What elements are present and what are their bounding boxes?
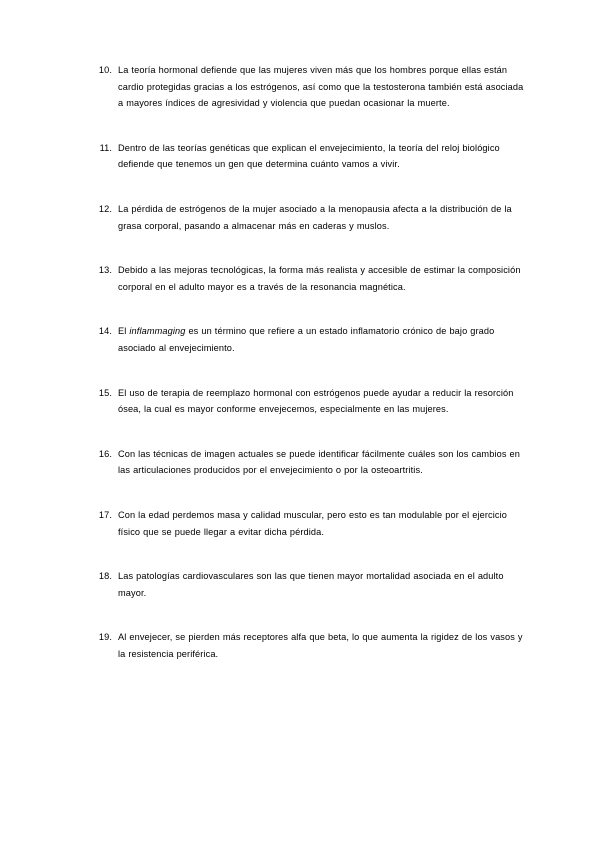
list-item <box>86 507 524 540</box>
list-item <box>86 262 524 295</box>
list-item-number: 14. <box>98 326 112 337</box>
list-item-text-before: El uso de terapia de reemplazo hormonal con estrógenos puede ayudar a reducir la resorción ósea, la cual es mayor conforme envejecemos, especialmente en las mujeres. <box>118 387 514 415</box>
list-item-number: 11. <box>99 142 112 153</box>
list-item-number: 19. <box>98 632 112 643</box>
list-item-text <box>112 568 524 601</box>
list-item-text <box>112 385 524 418</box>
list-item-text-before: La teoría hormonal defiende que las mujeres viven más que los hombres porque ellas están cardio protegidas gracias a los estrógenos, así como que la testosterona también está asociada a mayores índices de agresividad y violencia que puedan ocasionar la muerte. <box>118 65 524 109</box>
list-item-text <box>112 629 524 662</box>
list-item-text <box>112 323 524 356</box>
list-item-number: 17. <box>98 509 112 520</box>
list-item-text <box>112 201 524 234</box>
list-item-number: 18. <box>98 571 112 582</box>
list-item-text-before: La pérdida de estrógenos de la mujer asociado a la menopausia afecta a la distribución de la grasa corporal, pasando a almacenar más en caderas y muslos. <box>118 203 512 231</box>
list-item-text-after: es un término que refiere a un estado inflamatorio crónico de bajo grado asociado al envejecimiento. <box>118 326 495 353</box>
list-item <box>86 140 524 173</box>
list-item-number: 15. <box>98 387 112 398</box>
list-item-number: 13. <box>98 265 112 276</box>
list-item-text-before: Al envejecer, se pierden más receptores alfa que beta, lo que aumenta la rigidez de los vasos y la resistencia periférica. <box>118 632 523 659</box>
list-item <box>86 629 524 662</box>
list-item-text-before: Las patologías cardiovasculares son las que tienen mayor mortalidad asociada en el adulto mayor. <box>118 571 504 598</box>
list-item-text <box>112 446 524 479</box>
list-item-number: 12. <box>98 203 112 214</box>
list-item-text <box>112 62 524 112</box>
list-item-text-before: Dentro de las teorías genéticas que explican el envejecimiento, la teoría del reloj biológico defiende que tenemos un gen que determina cuánto vamos a vivir. <box>118 142 500 170</box>
list-item-text <box>112 262 524 295</box>
list-item-number: 16. <box>98 448 112 459</box>
list-item <box>86 201 524 234</box>
numbered-statement-list <box>86 62 524 662</box>
list-item-text-before: Con la edad perdemos masa y calidad muscular, pero esto es tan modulable por el ejercicio físico que se puede llegar a evitar dicha pérdida. <box>118 509 508 537</box>
list-item <box>86 446 524 479</box>
list-item-text-before: Debido a las mejoras tecnológicas, la forma más realista y accesible de estimar la composición corporal en el adulto mayor es a través de la resonancia magnética. <box>118 265 521 292</box>
list-item <box>86 568 524 601</box>
list-item-number: 10. <box>98 65 112 75</box>
list-item-text-italic: inflammaging <box>129 326 186 337</box>
list-item-text-before: El <box>118 326 130 337</box>
list-item <box>86 385 524 418</box>
list-item-text-before: Con las técnicas de imagen actuales se puede identificar fácilmente cuáles son los cambios en las articulaciones producidos por el envejecimiento o por la osteoartritis. <box>118 448 520 476</box>
list-item <box>86 323 524 356</box>
list-item-text <box>112 507 524 540</box>
list-item <box>86 62 524 112</box>
list-item-text <box>112 140 524 173</box>
